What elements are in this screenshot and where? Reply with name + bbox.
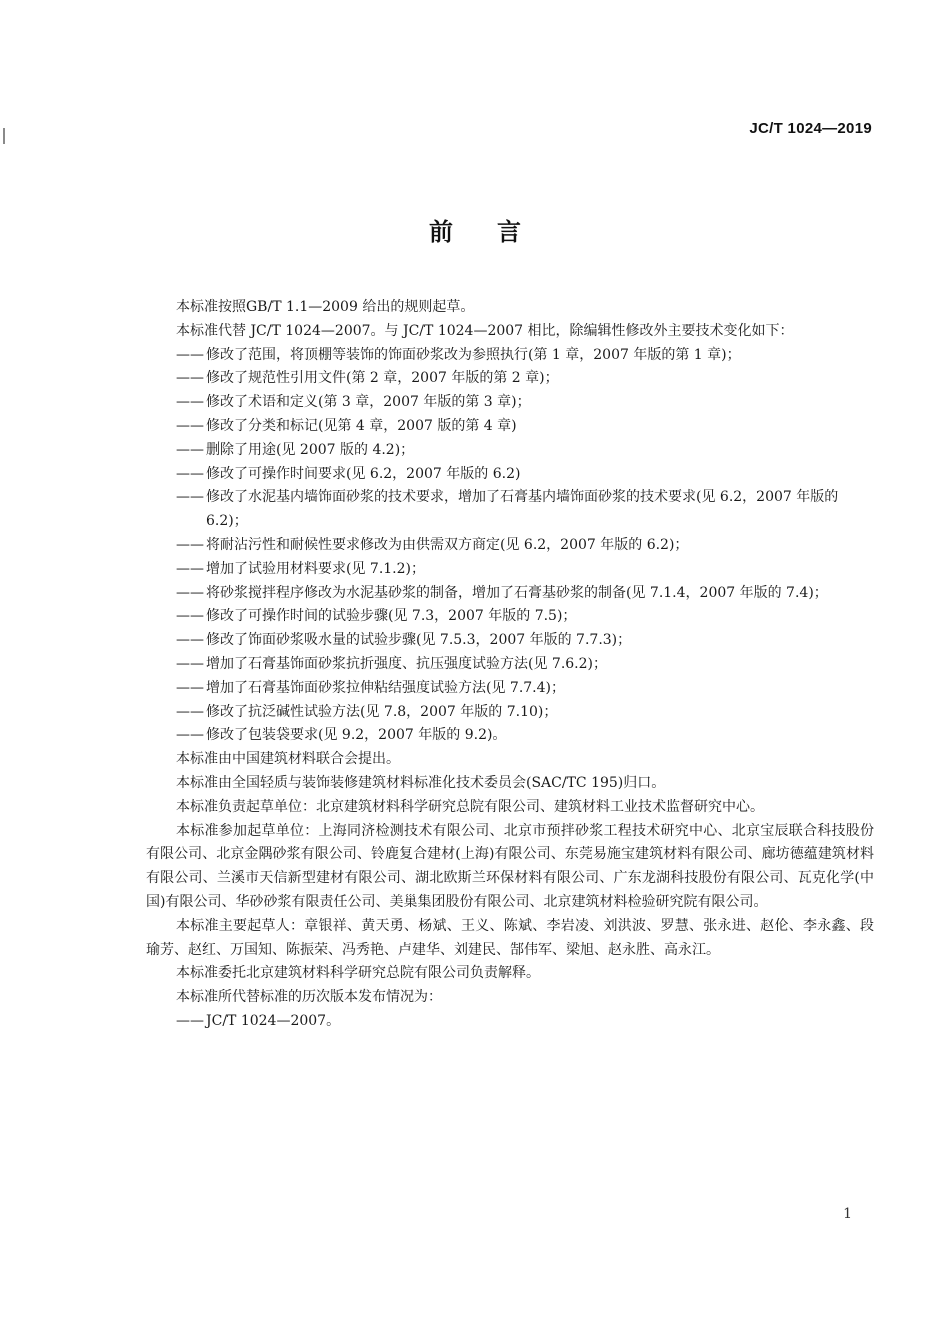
list-item: —— 修改了水泥基内墙饰面砂浆的技术要求，增加了石膏基内墙饰面砂浆的技术要求(见 6.2，2007 年版的 6.2)； xyxy=(146,486,874,534)
list-item: —— 修改了规范性引用文件(第 2 章，2007 年版的第 2 章)； xyxy=(146,367,874,391)
dash-marker: —— xyxy=(176,346,204,363)
standard-code: JC/T 1024—2019 xyxy=(749,120,872,137)
closing-paragraph: 本标准由全国轻质与装饰装修建筑材料标准化技术委员会(SAC/TC 195)归口。 xyxy=(176,774,666,791)
list-item: —— JC/T 1024—2007。 xyxy=(146,1010,874,1034)
list-item: —— 增加了石膏基饰面砂浆抗折强度、抗压强度试验方法(见 7.6.2)； xyxy=(146,653,874,677)
closing-paragraph: 本标准委托北京建筑材料科学研究总院有限公司负责解释。 xyxy=(176,965,540,982)
dash-marker: —— xyxy=(176,679,204,696)
dash-marker: —— xyxy=(176,465,204,482)
history-list xyxy=(146,1010,874,1034)
list-item: —— 修改了范围，将顶棚等装饰的饰面砂浆改为参照执行(第 1 章，2007 年版的第 1 章)； xyxy=(146,344,874,368)
intro-paragraph: 本标准按照GB/T 1.1—2009 给出的规则起草。 xyxy=(176,299,475,315)
dash-marker: —— xyxy=(176,394,204,411)
list-item: —— 将砂浆搅拌程序修改为水泥基砂浆的制备，增加了石膏基砂浆的制备(见 7.1.4，2007 年版的 7.4)； xyxy=(146,582,874,606)
list-item: —— 增加了试验用材料要求(见 7.1.2)； xyxy=(146,558,874,582)
list-item: —— 修改了术语和定义(第 3 章，2007 年版的第 3 章)； xyxy=(146,391,874,415)
intro-paragraph: 本标准代替 JC/T 1024—2007。与 JC/T 1024—2007 相比，除编辑性修改外主要技术变化如下： xyxy=(176,322,794,339)
changes-list xyxy=(146,344,874,749)
closing-paragraph: 本标准主要起草人：章银祥、黄天勇、杨斌、王义、陈斌、李岩凌、刘洪波、罗慧、张永进、赵伦、李永鑫、段瑜芳、赵红、万国知、陈振荣、冯秀艳、卢建华、刘建民、郜伟军、梁旭、赵永胜、高永江。 xyxy=(146,917,874,958)
dash-marker: —— xyxy=(176,703,204,720)
dash-marker: —— xyxy=(176,655,204,672)
foreword-body xyxy=(146,296,874,1034)
dash-marker: —— xyxy=(176,727,204,744)
dash-marker: —— xyxy=(176,370,204,387)
dash-marker: —— xyxy=(176,441,204,458)
closing-paragraph: 本标准负责起草单位：北京建筑材料科学研究总院有限公司、建筑材料工业技术监督研究中心。 xyxy=(176,798,764,815)
dash-marker: —— xyxy=(176,417,204,434)
scan-margin-mark xyxy=(3,128,5,144)
list-item: —— 修改了分类和标记(见第 4 章，2007 版的第 4 章) xyxy=(146,415,874,439)
page-title: 前言 xyxy=(429,218,565,246)
dash-marker: —— xyxy=(176,584,204,601)
list-item: —— 修改了饰面砂浆吸水量的试验步骤(见 7.5.3，2007 年版的 7.7.3)； xyxy=(146,629,874,653)
dash-marker: —— xyxy=(176,536,204,553)
closing-paragraph: 本标准由中国建筑材料联合会提出。 xyxy=(176,751,400,768)
list-item: —— 将耐沾污性和耐候性要求修改为由供需双方商定(见 6.2，2007 年版的 6.2)； xyxy=(146,534,874,558)
closing-paragraph: 本标准参加起草单位：上海同济检测技术有限公司、北京市预拌砂浆工程技术研究中心、北京宝辰联合科技股份有限公司、北京金隅砂浆有限公司、铃鹿复合建材(上海)有限公司、东莞易施宝建筑材料有限公司、廊坊德蕴建筑材料有限公司、兰溪市天信新型建材有限公司、湖北欧斯兰环保材料有限公司、广东龙湖科技股份有限公司、瓦克化学(中国)有限公司、华砂砂浆有限责任公司、美巢集团股份有限公司、北京建筑材料检验研究院有限公司。 xyxy=(146,822,874,910)
dash-marker: —— xyxy=(176,608,204,625)
dash-marker: —— xyxy=(176,1012,204,1029)
list-item: —— 修改了可操作时间要求(见 6.2，2007 年版的 6.2) xyxy=(146,463,874,487)
list-item: —— 修改了包装袋要求(见 9.2，2007 年版的 9.2)。 xyxy=(146,724,874,748)
dash-marker: —— xyxy=(176,560,204,577)
dash-marker: —— xyxy=(176,632,204,649)
list-item: —— 删除了用途(见 2007 版的 4.2)； xyxy=(146,439,874,463)
list-item: —— 修改了抗泛碱性试验方法(见 7.8，2007 年版的 7.10)； xyxy=(146,701,874,725)
page-number: 1 xyxy=(843,1206,852,1222)
closing-paragraph: 本标准所代替标准的历次版本发布情况为： xyxy=(176,989,442,1006)
list-item: —— 增加了石膏基饰面砂浆拉伸粘结强度试验方法(见 7.7.4)； xyxy=(146,677,874,701)
dash-marker: —— xyxy=(176,489,204,506)
list-item: —— 修改了可操作时间的试验步骤(见 7.3，2007 年版的 7.5)； xyxy=(146,605,874,629)
